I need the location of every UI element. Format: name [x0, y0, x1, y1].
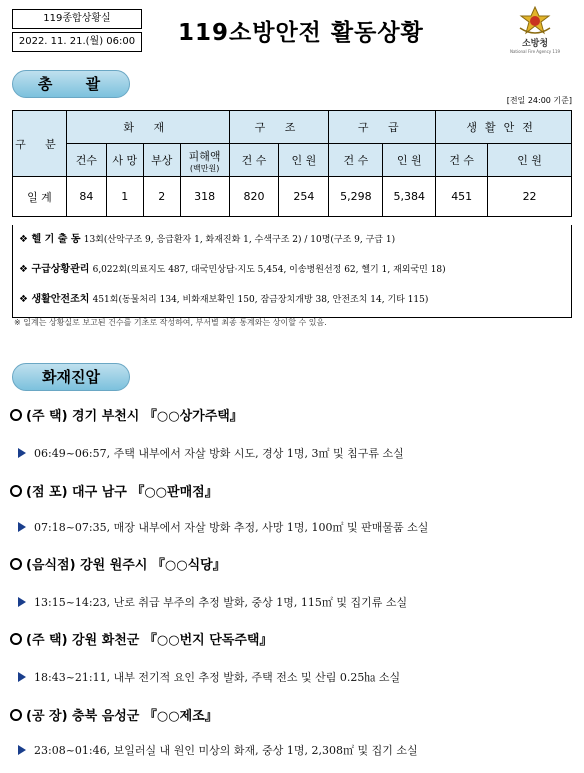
footnote: ※ 일계는 상황실로 보고된 건수를 기초로 작성하여, 부서별 최종 통계와는 상이할 수 있음.: [14, 318, 327, 327]
incident-title: [10, 705, 218, 724]
table-cell: 1: [106, 177, 143, 217]
situation-room-label: 119종합상황실: [12, 9, 142, 29]
incident-detail-text: 18:43~21:11, 내부 전기적 요인 추정 발화, 주택 전소 및 산림 0.25㏊ 소실: [34, 671, 401, 684]
agency-logo: [506, 6, 564, 58]
col-fire-damage-label: 피해액: [188, 149, 221, 163]
life-safety-value: 451회(동물처리 134, 비화재보확인 150, 잠금장치개방 38, 안전조치 14, 기타 115): [92, 295, 429, 305]
circle-bullet-icon: [10, 633, 22, 645]
col-fire-damage: [180, 144, 229, 177]
incident-detail: [18, 445, 404, 461]
table-cell: 254: [279, 177, 329, 217]
triangle-bullet-icon: [18, 448, 26, 458]
fire-section-label: 화재진압: [12, 363, 130, 391]
logo-text: 소방청: [521, 39, 549, 49]
triangle-bullet-icon: [18, 597, 26, 607]
table-cell: 2: [143, 177, 180, 217]
table-row: [13, 177, 572, 217]
incident-title-text: (공 장) 충북 음성군 『○○제조』: [26, 709, 218, 724]
life-safety-line: [19, 287, 565, 317]
circle-bullet-icon: [10, 709, 22, 721]
incident-title-text: (주 택) 경기 부천시 『○○상가주택』: [26, 409, 243, 424]
incident-detail-text: 07:18~07:35, 매장 내부에서 자살 방화 추정, 사망 1명, 100㎡ 및 판매물품 소실: [34, 521, 429, 534]
incident-title: [10, 405, 243, 424]
helicopter-dispatch-value: 13회(산악구조 9, 응급환자 1, 화재진화 1, 수색구조 2) / 10명(구조 9, 구급 1): [83, 235, 396, 245]
incident-title-text: (점 포) 대구 남구 『○○판매점』: [26, 485, 218, 500]
helicopter-dispatch-label: ❖ 헬 기 출 동: [19, 234, 81, 245]
incident-detail: [18, 742, 418, 758]
summary-stats-table: [12, 110, 572, 217]
incident-detail-text: 06:49~06:57, 주택 내부에서 자살 방화 시도, 경상 1명, 3㎡ 및 침구류 소실: [34, 447, 404, 460]
col-fire-injuries: 부상: [143, 144, 180, 177]
group-ems: 구 급: [329, 111, 436, 144]
fire-agency-emblem-icon: [518, 6, 552, 36]
col-fire-count: 건수: [66, 144, 106, 177]
logo-subtext: National Fire Agency 119: [509, 49, 561, 54]
ems-management-value: 6,022회(의료지도 487, 대국민상담·지도 5,454, 이송병원선정 62, 헬기 1, 재외국민 18): [92, 265, 446, 275]
incident-title: [10, 629, 272, 648]
group-rescue: 구 조: [229, 111, 329, 144]
incident-title: [10, 481, 218, 500]
table-cell: 22: [488, 177, 572, 217]
col-life-people: 인 원: [488, 144, 572, 177]
table-cell: 451: [436, 177, 488, 217]
incident-detail: [18, 594, 407, 610]
col-rescue-count: 건 수: [229, 144, 279, 177]
table-cell: 820: [229, 177, 279, 217]
incident-title: [10, 554, 226, 573]
incident-title-text: (주 택) 강원 화천군 『○○번지 단독주택』: [26, 633, 273, 648]
col-fire-deaths: 사 망: [106, 144, 143, 177]
summary-section-label: 총 괄: [12, 70, 130, 98]
circle-bullet-icon: [10, 558, 22, 570]
table-cell: 5,384: [383, 177, 436, 217]
row-label-daily-total: 일 계: [13, 177, 67, 217]
group-life-safety: 생활안전: [436, 111, 572, 144]
incident-detail: [18, 669, 400, 685]
incident-detail-text: 23:08~01:46, 보일러실 내 원인 미상의 화재, 중상 1명, 2,308㎡ 및 집기 소실: [34, 744, 418, 757]
incident-detail-text: 13:15~14:23, 난로 취급 부주의 추정 발화, 중상 1명, 115㎡ 및 집기류 소실: [34, 596, 408, 609]
triangle-bullet-icon: [18, 745, 26, 755]
col-fire-damage-unit: (백만원): [189, 163, 220, 173]
report-date: 2022. 11. 21.(월) 06:00: [12, 32, 142, 52]
circle-bullet-icon: [10, 485, 22, 497]
group-fire: 화 재: [66, 111, 229, 144]
table-cell: 318: [180, 177, 229, 217]
table-group-header-row: [13, 111, 572, 144]
incident-title-text: (음식점) 강원 원주시 『○○식당』: [26, 558, 226, 573]
table-column-header-row: [13, 144, 572, 177]
table-cell: 84: [66, 177, 106, 217]
triangle-bullet-icon: [18, 522, 26, 532]
helicopter-dispatch-line: [19, 227, 565, 257]
col-rescue-people: 인 원: [279, 144, 329, 177]
col-life-count: 건 수: [436, 144, 488, 177]
basis-time-note: [전일 24:00 기준]: [506, 96, 572, 105]
summary-details: [12, 225, 572, 318]
triangle-bullet-icon: [18, 672, 26, 682]
table-cell: 5,298: [329, 177, 383, 217]
ems-management-label: ❖ 구급상황관리: [19, 264, 90, 275]
row-header: 구 분: [13, 111, 67, 177]
circle-bullet-icon: [10, 409, 22, 421]
col-ems-people: 인 원: [383, 144, 436, 177]
incident-detail: [18, 519, 428, 535]
page-title: 119소방안전 활동상황: [178, 20, 424, 46]
ems-management-line: [19, 257, 565, 287]
col-ems-count: 건 수: [329, 144, 383, 177]
life-safety-label: ❖ 생활안전조치: [19, 294, 90, 305]
